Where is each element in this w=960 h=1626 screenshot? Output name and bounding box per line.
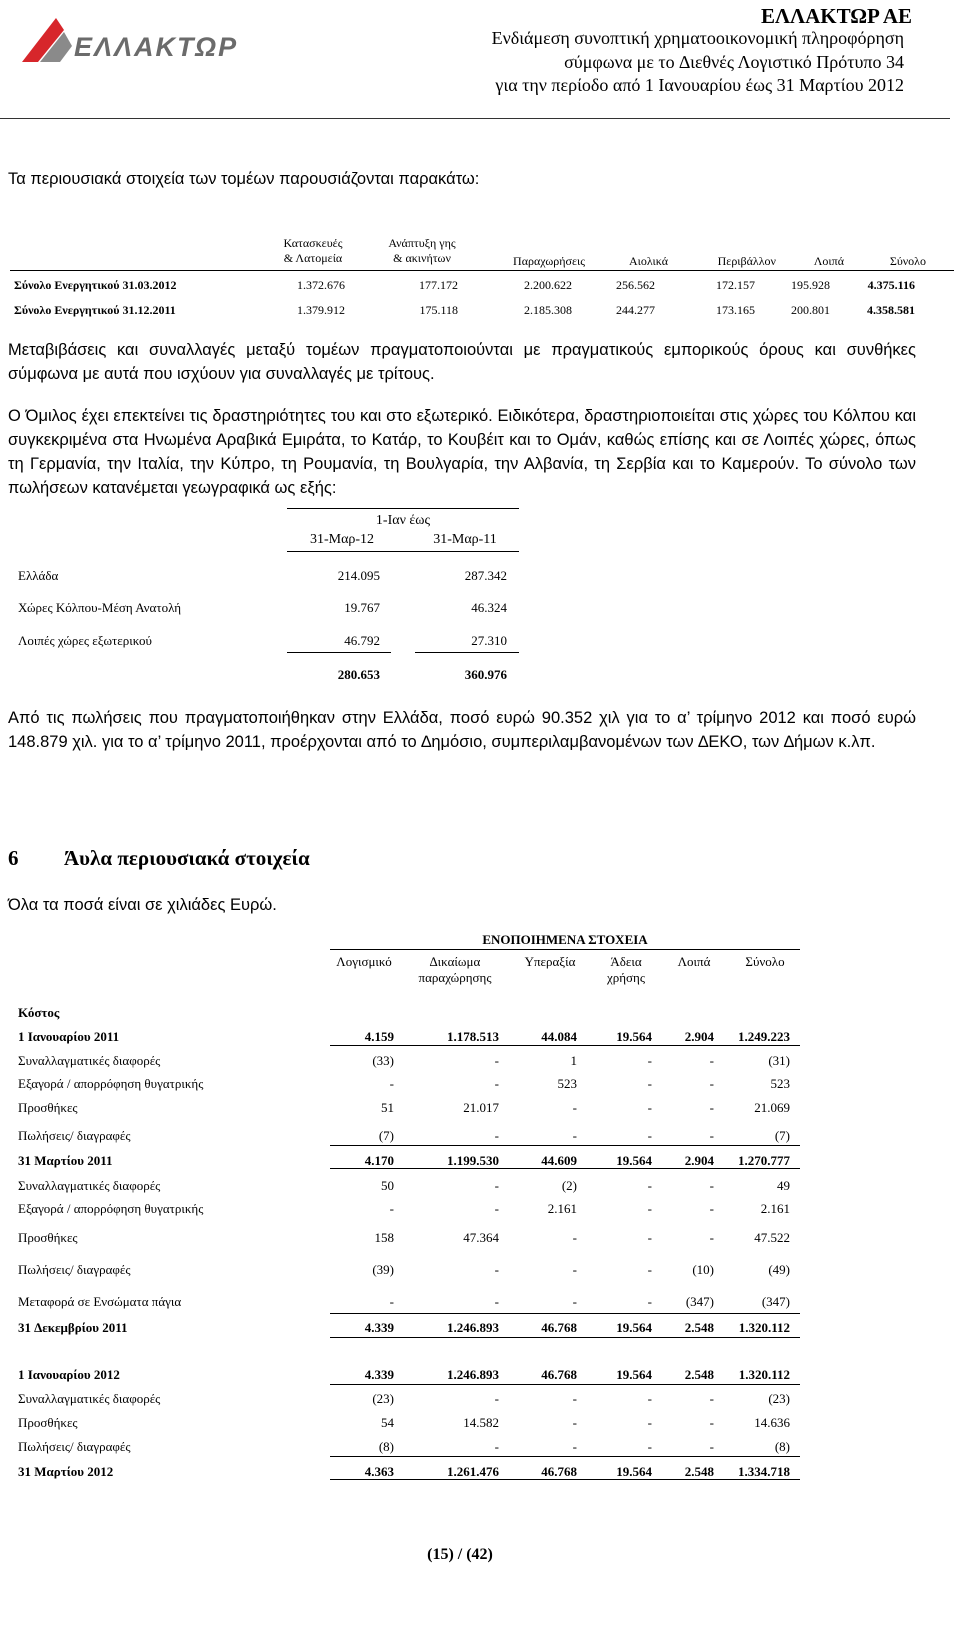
int-cell: 46.768 [541,1320,577,1335]
int-cell: 1 [570,1053,577,1068]
geo-col2-header: 31-Μαρ-11 [433,532,497,547]
int-cell: - [572,1128,577,1143]
int-cell: 2.161 [547,1201,577,1216]
int-cell: - [709,1230,714,1245]
int-cell: - [494,1391,499,1406]
geo-total-cell: 280.653 [337,667,380,682]
int-cell: 1.178.513 [447,1029,499,1044]
int-rule [330,1384,800,1385]
geo-total-rule [287,652,391,653]
section-title: Άυλα περιουσιακά στοιχεία [64,846,310,870]
int-cell: (33) [372,1053,394,1068]
int-cell: - [647,1391,652,1406]
int-cell: - [647,1262,652,1277]
int-cell: - [647,1415,652,1430]
seg-cell: 200.801 [791,303,830,317]
int-cell: 2.548 [684,1367,714,1382]
int-cell: 4.170 [364,1153,394,1168]
int-cell: 1.320.112 [738,1367,790,1382]
int-cell: 47.522 [754,1230,790,1245]
int-cell: - [709,1128,714,1143]
int-col-header: Άδεια χρήσης [606,954,645,985]
header-divider [0,118,950,119]
header-line-2: σύμφωνα με το ∆ιεθνές Λογιστικό Πρότυπο 34 [564,52,904,72]
geo-cell: 46.792 [344,633,380,648]
int-cell: 19.564 [616,1153,652,1168]
int-cell: 21.017 [463,1100,499,1115]
company-name: ΕΛΛΑΚΤΩΡ ΑΕ [761,4,912,28]
int-cell: 1.199.530 [447,1153,499,1168]
int-row-label: Πωλήσεις/ διαγραφές [18,1128,131,1143]
int-col-header: Λογισμικό [336,954,392,969]
int-cell: - [709,1391,714,1406]
int-rule [330,1145,800,1146]
section-number: 6 [8,846,19,870]
int-cell: - [494,1076,499,1091]
int-cell: 19.564 [616,1320,652,1335]
int-cell: 523 [557,1076,577,1091]
int-cell: - [389,1076,394,1091]
int-cell: - [709,1201,714,1216]
int-cell: - [572,1391,577,1406]
logo-text: ΕΛΛΑΚΤΩΡ [74,32,239,62]
int-col-header: Υπεραξία [524,954,576,969]
int-cell: 4.159 [364,1029,394,1044]
geo-cell: 287.342 [464,568,507,583]
int-cell: (347) [761,1294,790,1309]
int-cell: - [494,1201,499,1216]
int-cell: 2.904 [684,1029,714,1044]
int-cell: 1.270.777 [738,1153,790,1168]
geo-total-rule [415,652,519,653]
int-cell: 2.548 [684,1320,714,1335]
int-cell: 51 [381,1100,394,1115]
int-cell: (49) [768,1262,790,1277]
int-cell: 44.609 [541,1153,577,1168]
int-cell: (39) [372,1262,394,1277]
int-cell: - [709,1053,714,1068]
int-row-label: Πωλήσεις/ διαγραφές [18,1262,131,1277]
int-cell: - [647,1201,652,1216]
int-cell: - [494,1262,499,1277]
transfers-paragraph: Μεταβιβάσεις και συναλλαγές μεταξύ τομέων πραγματοποιούνται με πραγματικούς εμπορικούς όρους και συνθήκες σύμφωνα με αυτά που ισχύουν για συναλλαγές με τρίτους. [8,341,916,383]
amounts-note: Όλα τα ποσά είναι σε χιλιάδες Ευρώ. [8,896,277,914]
int-cell: 4.339 [364,1320,394,1335]
seg-cell: 177.172 [419,278,458,292]
int-row-label: 1 Ιανουαρίου 2012 [18,1367,120,1382]
int-row-label: 1 Ιανουαρίου 2011 [18,1029,120,1044]
int-cell: - [572,1415,577,1430]
seg-col-header: Περιβάλλον [717,254,776,268]
sales-greece-paragraph: Από τις πωλήσεις που πραγματοποιήθηκαν στην Ελλάδα, ποσό ευρώ 90.352 χιλ για το α’ τρίμηνο 2012 και ποσό ευρώ 148.879 χιλ. για το α’ τρίμηνο 2011, προέρχονται από το ∆ημόσιο, συμπεριλαμβανομένων των ∆ΕΚΟ, των ∆ήμων κ.λπ. [8,709,916,751]
int-col-header: Λοιπά [677,954,711,969]
int-col-header: Σύνολο [745,954,785,969]
int-cell: - [572,1262,577,1277]
int-row-label: Συναλλαγματικές διαφορές [18,1178,161,1193]
int-cell: (8) [378,1439,394,1454]
seg-col-header: Αιολικά [628,254,668,268]
int-row-label: 31 ∆εκεμβρίου 2011 [18,1320,128,1335]
int-cell: 1.246.893 [447,1367,499,1382]
geo-col1-header: 31-Μαρ-12 [309,532,375,547]
int-cell: (8) [774,1439,790,1454]
int-row-label: Συναλλαγματικές διαφορές [18,1053,161,1068]
seg-row-label: Σύνολο Ενεργητικού 31.03.2012 [14,278,177,292]
geo-top-rule [287,508,519,509]
int-cell: - [709,1100,714,1115]
int-cell: 1.246.893 [447,1320,499,1335]
seg-cell: 1.379.912 [297,303,345,317]
geo-period-header: 1-Ιαν έως [375,513,431,528]
int-cell: 54 [381,1415,394,1430]
int-cell: 19.564 [616,1029,652,1044]
int-rule [330,1479,800,1480]
int-row-label: 31 Μαρτίου 2011 [18,1153,113,1168]
int-cell: - [647,1439,652,1454]
int-cell: 1.249.223 [738,1029,790,1044]
seg-col-header: Παραχωρήσεις [513,254,585,268]
header-line-1: Ενδιάμεση συνοπτική χρηματοοικονομική πληροφόρηση [491,28,904,48]
seg-cell: 1.372.676 [297,278,345,292]
int-row-label: Προσθήκες [18,1100,78,1115]
int-cell: 14.582 [463,1415,499,1430]
int-cell: 14.636 [754,1415,790,1430]
seg-cell: 195.928 [791,278,830,292]
int-rule [330,1168,800,1169]
seg-cell: 2.185.308 [524,303,572,317]
cost-section-label: Κόστος [18,1005,60,1020]
seg-cell: 172.157 [716,278,755,292]
seg-cell: 256.562 [616,278,655,292]
geo-cell: 27.310 [471,633,507,648]
int-row-label: 31 Μαρτίου 2012 [18,1464,114,1479]
int-cell: (31) [768,1053,790,1068]
int-cell: 19.564 [616,1367,652,1382]
geo-row-label: Χώρες Κόλπου-Μέση Ανατολή [18,600,182,615]
geo-row-label: Λοιπές χώρες εξωτερικού [18,633,152,648]
int-cell: - [709,1178,714,1193]
int-cell: - [572,1439,577,1454]
int-cell: - [647,1100,652,1115]
int-row-label: Συναλλαγματικές διαφορές [18,1391,161,1406]
seg-cell: 4.358.581 [867,303,915,317]
int-cell: - [709,1439,714,1454]
int-cell: 47.364 [463,1230,499,1245]
int-row-label: Μεταφορά σε Ενσώματα πάγια [18,1294,182,1309]
segments-intro: Τα περιουσιακά στοιχεία των τομέων παρουσιάζονται παρακάτω: [8,170,480,188]
int-cell: (7) [774,1128,790,1143]
geo-header-rule [287,551,519,552]
int-cell: (347) [685,1294,714,1309]
seg-cell: 173.165 [716,303,755,317]
seg-col-header: Λοιπά [813,254,844,268]
int-cell: 46.768 [541,1464,577,1479]
int-cell: (7) [378,1128,394,1143]
int-cell: 4.339 [364,1367,394,1382]
int-cell: 4.363 [364,1464,394,1479]
int-row-label: Προσθήκες [18,1230,78,1245]
company-logo [12,10,270,78]
int-row-label: Προσθήκες [18,1415,78,1430]
int-cell: - [647,1128,652,1143]
int-cell: - [709,1076,714,1091]
intangibles-group-rule [330,949,800,950]
seg-cell: 175.118 [419,303,458,317]
int-cell: 50 [381,1178,394,1193]
geo-cell: 46.324 [471,600,507,615]
int-cell: 1.320.112 [738,1320,790,1335]
int-cell: - [572,1294,577,1309]
int-cell: - [494,1439,499,1454]
int-cell: - [709,1415,714,1430]
int-cell: 158 [374,1230,394,1245]
seg-cell: 2.200.622 [524,278,572,292]
page-number: (15) / (42) [427,1546,493,1563]
int-cell: 19.564 [616,1464,652,1479]
int-cell: 44.084 [541,1029,577,1044]
int-cell: - [494,1128,499,1143]
geo-cell: 19.767 [344,600,380,615]
int-cell: - [647,1076,652,1091]
int-cell: 2.904 [684,1153,714,1168]
seg-col-header: Σύνολο [889,254,926,268]
seg-cell: 4.375.116 [867,278,915,292]
int-row-label: Πωλήσεις/ διαγραφές [18,1439,131,1454]
int-cell: 49 [777,1178,790,1193]
seg-header-rule [10,270,954,271]
int-cell: (23) [372,1391,394,1406]
header-line-3: για την περίοδο από 1 Ιανουαρίου έως 31 Μαρτίου 2012 [495,75,904,95]
int-cell: - [647,1178,652,1193]
int-cell: (2) [561,1178,577,1193]
geo-total-cell: 360.976 [464,667,507,682]
int-cell: - [647,1294,652,1309]
int-cell: - [647,1053,652,1068]
seg-cell: 244.277 [616,303,655,317]
int-row-label: Εξαγορά / απορρόφηση θυγατρικής [18,1076,204,1091]
int-cell: 2.161 [760,1201,790,1216]
int-cell: 1.261.476 [447,1464,499,1479]
int-cell: 1.334.718 [738,1464,790,1479]
int-rule [330,1313,800,1314]
geo-cell: 214.095 [337,568,380,583]
int-cell: 2.548 [684,1464,714,1479]
int-cell: (10) [692,1262,714,1277]
int-rule [330,1337,800,1338]
int-cell: - [389,1294,394,1309]
int-cell: - [572,1230,577,1245]
int-cell: - [572,1100,577,1115]
seg-col-header: Κατασκευές & Λατομεία [283,236,343,265]
int-cell: (23) [768,1391,790,1406]
int-rule [330,1045,800,1046]
int-cell: - [494,1053,499,1068]
int-col-header: ∆ικαίωμα παραχώρησης [418,954,492,985]
int-row-label: Εξαγορά / απορρόφηση θυγατρικής [18,1201,204,1216]
seg-row-label: Σύνολο Ενεργητικού 31.12.2011 [14,303,176,317]
int-cell: 523 [770,1076,790,1091]
geo-row-label: Ελλάδα [18,568,59,583]
int-cell: - [647,1230,652,1245]
int-cell: - [389,1201,394,1216]
intangibles-group-header: ΕΝΟΠΟΙΗΜΕΝΑ ΣΤΟΧΕΙΑ [482,932,648,947]
seg-col-header: Ανάπτυξη γης & ακινήτων [388,236,456,265]
int-rule [330,1456,800,1457]
abroad-paragraph: Ο Όμιλος έχει επεκτείνει τις δραστηριότητες του και στο εξωτερικό. Ειδικότερα, δραστηριοποιείται στις χώρες του Κόλπου και συγκεκριμένα στα Ηνωμένα Αραβικά Εμιράτα, το Κατάρ, το Κουβέιτ και το Ομάν, καθώς επίσης και σε Λοιπές χώρες, όπως τη Γερμανία, την Ιταλία, την Κύπρο, τη Ρουμανία, τη Βουλγαρία, την Αλβανία, τη Σερβία και το Καμερούν. Το σύνολο των πωλήσεων κατανέμεται γεωγραφικά ως εξής: [8,407,916,497]
int-cell: 21.069 [754,1100,790,1115]
int-cell: - [494,1178,499,1193]
int-cell: 46.768 [541,1367,577,1382]
int-cell: - [494,1294,499,1309]
